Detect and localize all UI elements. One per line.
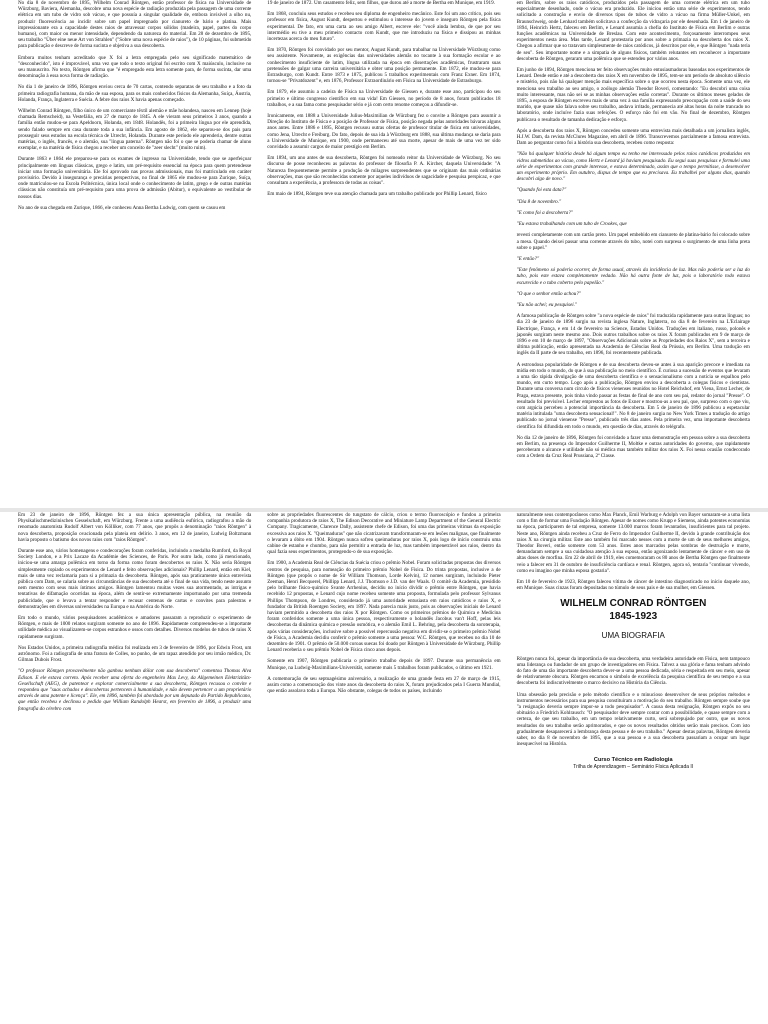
paragraph: Em 1868, concluiu seus estudos e recebeu seu diploma de engenheiro mecânico. Este foi um ano crítico, pois seu professor em física, August Kundt, despertou e estimulou o interesse do jovem e inseguro Röntgen pela física experimental. De fato, em uma carta ao seu amigo Albert, escreve ele: "você ainda lembra, de que por seu intermédio eu tive a meu primeiro contacto com Kundt, que me introduziu na física e dissipou as minhas incertezas acerca do meu futuro". bbox=[267, 11, 501, 43]
paragraph: "Eu não achei; eu pesquisei." bbox=[516, 301, 578, 308]
top-column-3 bbox=[509, 0, 758, 508]
paragraph: Em 1900, a Academia Real de Ciências da Suécia criou o prêmio Nobel. Foram solicitadas propostas dos diversos centros de pesquisa, para nomeação do primeiro prêmio Nobel de Física. Do trinta propostas, inclusive a de Röntgen (que propôs o nome de Sir William Thomson, Lorde Kelvin), 12 nomes surgiram, incluindo Pieter Zeeman, Henri Becquerel, Phillipp Lenard, J.J. Thomson e J.D. van der Waals. O comitê da Academia, presidido pelo brilhante físico-químico Svante Arrhenius, decidiu no início dividir o prêmio entre Röntgen, que havia recebido 12 propostas, e Lenard cujo nome recebeu somente uma proposta, formulada pelo professor Sylvanus Phillips Thompson, de Londres, considerado já uma autoridade entusiasta em raios catódicos e raios X, e fundador da British Roentgen Society, em 1897. Nada parecia mais justo, pois as observações iniciais de Lenard haviam permitido a descoberta dos raios X por Röntgen. Como os primeiros prêmios de Química e Medicina foram conferidos somente a uma única pessoa, respectivamente o holandês Jacobus van't Hoff, pelas leis descobertas da dinâmica química e pressão osmótica, e o alemão Emil L. Behring, pela descoberta da soroterapia, após várias considerações, inclusive sobre a possível repercussão negativa em dividir-se o primeiro prêmio Nobel de Física, a Academia decidiu conferir o prêmio somente a uma pessoa: W.C. Röntgen, que recebeu no dia 10 de dezembro de 1901. O prêmio de 50.000 coroas suecas foi doado por Röntgen à Universidade de Würzburg. Phillip Lenard receberia o seu prêmio Nobel de Física cinco anos depois. bbox=[267, 560, 501, 654]
paragraph: "E como foi a descoberta?" bbox=[516, 209, 573, 216]
book-title-line-1: WILHELM CONRAD RÖNTGEN bbox=[560, 598, 707, 610]
paragraph: Em 1879, ele assumiu a cadeira de Física na Universidade de Giessen e, durante esse ano, participou do seu primeiro e último congresso científico em sua vida! Em Giessen, no período de 8 anos, foram publicados 18 trabalhos, e a sua fama como pesquisador sério e já com certo renome começou a difundir-se. bbox=[267, 89, 501, 108]
paragraph: "E então?" bbox=[516, 255, 540, 262]
paragraph: 19 de janeiro de 1872. Um casamento feliz, sem filhos, que durou até a morte de Bertha em Munique, em 1919. bbox=[267, 0, 495, 6]
paragraph: Em maio de 1894, Röntgen teve sua atenção chamada para um trabalho publicado por Phillip Lenard, físico bbox=[267, 191, 487, 198]
bottom-column-3 bbox=[509, 512, 758, 1024]
credit-title: Curso Técnico em Radiologia bbox=[593, 757, 673, 764]
paragraph: No dia 1 de janeiro de 1896, Röntgen enviou cerca de 70 cartas, contendo separatas de seu trabalho e a foto da primeira radiografia humana, da mão de sua esposa, para os mais conhecidos físicos da Alemanha, Suíça, Áustria, Holanda, França, Inglaterra e Suécia. A febre dos raios X havia apenas começado. bbox=[18, 84, 252, 103]
paragraph: Durante 1863 e 1864 ele preparou-se para os exames de ingresso na Universidade, tendo que se aperfeiçoar principalmente em línguas clássicas, grego e latim, um pré-requisito essencial na época para quem pretendesse iniciar uma formação universitária. Ele foi aprovado nas provas admissionais, mas foi matriculado em caráter provisório. Devido à insegurança e precárias perspectivas, no final de 1865 ele mudou-se para Zurique, Suíça, onde matriculou-se na Escola Politécnica, única local onde o conhecimento de latim, grego e de outras matérias clássicas não constituía um pré-requisito para uma prova de admissão (Abitur), o equivalente ao vestibular de nossos dias. bbox=[18, 156, 252, 200]
bottom-column-1 bbox=[10, 512, 259, 1024]
paragraph: "O que o senhor então achou?" bbox=[516, 290, 581, 297]
paragraph: "Não há qualquer história desde há algum tempo eu tenho me interessado pelos raios catódicos produzidos em vidros submetidos ao vácuo, como Hertz e Lenard já haviam pesquisado. Eu segui suas pesquisas e formulei uma série de experimentos com grande interesse, e estava determinado, assim que o tempo permitisse, a desenvolver um experimento próprio. Em outubro, dispus de tempo que eu precisava. Eu trabalhei por alguns dias, quando descobri algo de novo." bbox=[516, 151, 750, 183]
paragraph: Em 1870, Röntgen foi convidado por seu mentor, August Kundt, para trabalhar na Universidade Würzburg como seu assistente. Novamente, as exigências das universidades alemãs no tocante à sua formação escolar e ao conhecimento insuficiente de latim, língua utilizada na época em dissertações acadêmicas, frustraram suas pretensões de galgar uma carreira universitária e obter uma posição permanente. Em 1872, ele mudou-se para Estrasburgo, com Kundt. Entre 1873 e 1875, publicou 5 trabalhos experimentais com Franz Exner. Em 1874, tornou-se "Privatdozent" e, em 1876, Professor Extraordinário em Física na Universidade de Estrasburgo. bbox=[267, 47, 501, 85]
paragraph: "Este fenômeno só poderia ocorrer, de forma usual, através da incidência de luz. Mas não poderia ser a luz do tubo, pois este estava completamente vedado. Não há outra fonte de luz, pois o laboratório todo estava escurecido e o tubo coberto pelo papelão." bbox=[516, 267, 750, 286]
top-column-1 bbox=[10, 0, 259, 508]
paragraph: Somente em 1907, Röntgen publicaria o primeiro trabalho depois de 1897. Durante sua permanência em Munique, na Ludwig-Maximilians-Universität, somente mais 5 trabalhos foram publicados, o último em 1921. bbox=[267, 658, 501, 671]
paragraph: A estrondosa popularidade de Röntgen e de sua descoberta deveu-se antes à sua aparição precoce e imediata na mídia em todo o mundo, do que à sua publicação no meio científico. É curiosa a sucessão de eventos que levaram a uma tão rápida divulgação de uma descoberta científica e o sensacionalismo com a notícia se espalhou pelo mundo, em curto tempo. Logo após a publicação, Röntgen enviou a descoberta a colegas físicos e cientistas. Durante uma conversa num círculo de físicos vienenses reunidos no Hotel Reichshof, em Viena, Ernst Lecher, de Praga, estava presente, pois tinha vindo passar as festas de final de ano com seu pai, redator do jornal "Presse". O resultado foi previsível. Lecher emprestou as fotos de Exner e mostrou-as a seu pai, que, surpreso com o que viu, com argúcia percebeu a potencial importância da descoberta. Em 5 de janeiro de 1896 publicou a espetacular matéria intitulada "uma descoberta sensacional!". No 8 de janeiro surgia no New York Times a tradução do artigo publicado no jornal vienense "Presse", publicado três dias antes. Pela primeira vez, uma importante descoberta científica foi difundida em todo o mundo, em questão de dias, através do telégrafo. bbox=[516, 361, 750, 430]
paragraph: Em 23 de janeiro de 1896, Röntgen fez a sua única apresentação pública, na reunião da Physikalischmedizinischen Gesselschaft, em Würzburg. Frente a uma audiência eufórica, radiografou a mão do renomado anatomista Rudolf Albert von Kölliker, com 77 anos, que propôs a denominação "raios Röntgen" à nova descoberta, proposição ovacionada pela plateia em delírio. 3 anos, em 12 de janeiro, Ludwig Boltzmann havia proposto o batismo dos novos raios com "raios Röntgen". bbox=[18, 512, 252, 543]
paragraph: A famosa publicação de Röntgen sobre "a nova espécie de raios" foi traduzida rapidamente para outras línguas; no dia 23 de janeiro de 1896 surgiu na revista inglesa Nature, Inglaterra, no dia 8 de fevereiro na L'Eclairage Electrique, França, e em 14 de fevereiro na Science, Estados Unidos. Traduções em italiano, russo, polonês e japonês surgiram neste mesmo ano. Dois outros trabalhos sobre os raios X foram publicados em 9 de março de 1896 e em 10 de março de 1897, "Observações Adicionais sobre as Propriedades dos Raios X", sem a terceira e última publicação, então apresentada na Academia de Ciências Real da Prússia, em Berlim. Uma tradução em inglês da II parte de seu trabalho, em 1896, foi recentemente publicada. bbox=[516, 313, 750, 357]
paragraph: Durante esse ano, vários homenagens e condecorações foram conferidas, incluindo a medalha Rumford, da Royal Society London, e a Prix Lacaze da Académie des Sciences, de Paris. Por outro lado, como já mencionado, iniciou-se uma amarga polêmica em torno da forma como foram descobertos os raios X. Não seria Röntgen simplesmente copiado os experimentos de Lenard e feito observações adicionais? Phillip Lenard, então em Kiel, mais de uma vez reclamaria para si a primazia da descoberta. Röntgen, após sua praticamente única entrevista pública com Dam, se calaria sobre as circunstâncias de sua descoberta até o final de sua vida, tendo neste assunto nem mesmo com seus mais íntimos amigos. Röntgen lamentou muitas vezes sua atormentado, as intrigas e tentativas de difamação ocorridas na época, além de sentir-se extremamente importunado por uma tremenda publicidade, que o levava a tentar responder e recusar centenas de cartas e convites para palestras e demonstrações em diversas universidades na Europa e na América do Norte. bbox=[18, 548, 252, 610]
page-top-half bbox=[0, 0, 768, 508]
paragraph: "Eu estava trabalhando com um tubo de Crookes, que bbox=[516, 221, 627, 228]
paragraph: sobre as propriedades fluorescentes do tungstato de cálcio, criou o termo fluoroscópio e fundou a primeira companhia produtora de raios X, The Edison Decorative and Miniature Lamp Department of the General Electric Company. Tragicamente, Clarence Dally, assistente chefe de Edison, foi uma das primeiras vítimas da exposição excessiva aos raios X. "Queimaduras" que não cicatrizavam transformaram-se em lesões malignas, que finalmente o levaram a óbito em 1904. Röntgen nunca sofreu queimaduras por raios X, pois logo de início construiu uma cabine de estanho e chumbo, para não permitir a entrada de luz, mas também impenetrável aos raios, dentro da qual fazia seus experimentos, protegendo-o de sua exposição. bbox=[267, 512, 501, 556]
paragraph: Em 1894, um ano antes de sua descoberta, Röntgen foi nomeado reitor da Universidade de Würzburg. No seu discurso de posse reconheceu as palavras do professor de filosofia P. A. Kircher, daquela Universidade: "A Natureza frequentemente permite a produção de milagres surpreendentes que se originam das mais ordinárias observações, mas que são reconhecidas somente por aqueles indivíduos de sagacidade e pesquisa perspicaz, e que consultam a experiência, a professora de todas as coisas". bbox=[267, 155, 501, 187]
top-column-2 bbox=[259, 0, 508, 508]
paragraph: naturalmente seus contemporâneos como Max Planck, Emil Warburg e Adolph von Bayer somaram-se a uma lista com o fim de formar uma Fundação Röntgen. Apesar de nomes como Krupp e Siemens, ainda potentes economias na época, participarem de tal empresa, somente 13.000 marcos foram levantados, insuficientes para tal projeto. Neste ano, Röntgen ainda recebeu a Cruz de Ferro do Imperador Guilherme II, devido à grande contribuição dos raios X na cirurgia militar. Este ano também foi marcado nesses com a morte de um de seus melhores amigos, Theodor Boveri, então somente com 53 anos. Estes anos marcados pelas sombras de destruição e morte, demandaram sempre a sua cuidadosa atenção à sua esposa, então agonizando lentamente de câncer e em uso de altas doses de morfina. Em 22 de abril de 1919, eles comemoraram os 80 anos de Bertha Röntgen que finalmente veio a falecer em 31 de outubro de insuficiência cardíaca e renal. Röntgen, agora só, tentaria "continuar vivendo, como eu imagino que minha esposa gostaria". bbox=[516, 512, 750, 574]
paragraph: "O professor Röntgen provavelmente não ganhou nenhum dólar com sua descoberta" comentou Thomas Alva Edison. E ele estava correto. Após receber uma oferta do engenheiro Max Levy, da Allgemeinen Elektrizitäts-Gesellschaft (AEG), de patentear e explorar comercialmente a sua descoberta, Röntgen recusou o convite e respondeu que "suas achados e descobertas pertencem à humanidade, e não devem pertencer a um proprietário através de uma patente e licença". Ele, em 1896, também foi abordado por um deputado do Partido Republicano, que então recebeu e declinou o pedido que William Randolph Hearst, em fevereiro de 1896, a produzir uma fotografia do cérebro com bbox=[18, 668, 252, 712]
paragraph: No dia 8 de novembro de 1895, Wilhelm Conrad Röntgen, então professor de física na Universidade de Würzburg, Baviera, Alemanha, descobre uma nova espécie de radiação produzida pela passagem de uma corrente elétrica em um tubo de vidro sob vácuo, e que possuía a singular qualidade de, embora invisível a olho nu, produzir fluorescência ao incidir sobre um papel impregnado por cianureto de bário e platina. Mais impressionante era a capacidade destes raios de atravessar corpos sólidos (madeira, papel, partes do corpo humano), com maior ou menor intensidade, dependendo da natureza do material. Em 28 de dezembro de 1895, seu trabalho "Über eine neue Art von Strahlen" ("Sobre uma nova espécie de raios"), de 10 páginas, foi submetido para publicação e descreve de forma sucinta e objetiva a sua descoberta. bbox=[18, 0, 252, 50]
paragraph: No dia 12 de janeiro de 1896, Röntgen foi convidado a fazer uma demonstração em pessoa sobre a sua descoberta em Berlim, na presença do Imperador Guilherme II, Moltke e outras autoridades do governo, que rapidamente perceberam o alcance e utilidade não só médica mas também militar dos raios X. Foi nessa ocasião condecorado com a Ordem da Cruz Real Prussiana, 2ª Classe. bbox=[516, 434, 750, 460]
paragraph: em Berlim, sobre os raios catódicos, produzidos pela passagem de uma corrente elétrica em um tubo especialmente desenhado, onde o vácuo era produzido. Ele iniciou então uma série de experimentos, tendo solicitado a construção e envio de diversos tipos de tubos de vidro a vácuo na firma Müller-Unkel, em Braunschweig, onde Lenhard também solicitava a confecção da vidraçaria por ele desenhada. Em 1 de janeiro de 1894, Heinrich Hertz, faleceu em Berlim, e Lenard assumia a chefia do Instituto de Física em Berlim e outras funções acadêmicas na Universidade de Breslau. Com este acontecimento, forçosamente interrompeu seus experimentos nesta área. Mas tarde, Lenard protestaria por anos sobre a primazia na descoberta dos raios X. Chegou a afirmar que so tratavam simplesmente de raios catódicos, já descritos por ele, e que Röntgen "nada teria de seu". Seu importante nome e a simpatia de alguns físicos, também relutantes em reconhecer a importante descoberta de Röntgen, geraram uma polêmica que se estendeu por vários anos. bbox=[516, 0, 750, 62]
paragraph: Em todo o mundo, vários pesquisadores acadêmicos e amadores passaram a reproduzir o experimento de Röntgen, e mais de 1000 relatos surgiram somente no ano de 1896. Rapidamente compreendeu-se a importante utilidade médica ao visualizarem-se corpos estranhos e ossos com detalhes. Diversos modelos de tubos de raios X rapidamente surgiram. bbox=[18, 615, 252, 640]
paragraph: No ano de sua chegada em Zurique, 1866, ele conheceu Anna Bertha Ludwig, com quem se casou em bbox=[18, 204, 226, 211]
paragraph: "Quando foi esta data?" bbox=[516, 187, 567, 194]
paragraph: Após a descoberta dos raios X, Röntgen concedeu somente uma entrevista mais detalhada a um jornalista inglês, H.J.W. Dam, da revista McClures Magazine, em abril de 1896. Transcrevemos parcialmente a famosa entrevista. Dam ao perguntar como foi a história sua descoberta, recebeu como resposta: bbox=[516, 127, 750, 147]
book-subtitle: UMA BIOGRAFIA bbox=[601, 631, 665, 641]
bottom-column-2 bbox=[259, 512, 508, 1024]
paragraph: Em junho de 1894, Röntgen menciona ter feito observações muito entusiasmadoras baseadas nos experimentos de Lenard. Desde então e até a descoberta dos raios X em novembro de 1895, tem-se um período de absoluto silêncio e mistério, pois não há qualquer menção mais específica sobre o que ocorreu nesta época. Somente uma vez, ele menciona seu trabalho ao seu amigo, o zoólogo alemão Theodor Boveri, comentando: "Eu descobri uma coisa muito interessante, mas não sei se as minhas observações estão corretas". Durante os últimos meses gelados de 1895, a esposa de Röntgen escreveu mais de uma vez à sua família expressando preocupação com a saúde do seu marido, que quase não falava sobre seu trabalho, andava irritado, permanecia até altas horas da noite trancado no laboratório, onde incluíve fazia suas refeições. O esforço não foi em vão. No final de dezembro, Röntgen publicava o resultado de tamanha dedicação e esforço. bbox=[516, 67, 750, 123]
paragraph: Embora muitos tenham acreditado que X foi a letra empregada pelo seu significado matemático de "desconhecido", isto é improvável, uma vez que todo o texto original foi escrito com X maiúsculo, inclusive no seu manuscrito. No texto, Röntgen afirma que "é empregado esta letra somente para, de forma sucinta, dar uma denominação à essa nova forma de radiação. bbox=[18, 54, 252, 80]
paragraph: Ironicamente, em 1888 a Universidade Julius-Maximilian de Würzburg fez o convite a Röntgen para assumir a Direção do Instituto de Física e a posição de Professor de Física, posição negada pelas autoridades bávaras alguns anos antes. Entre 1886 e 1895, Röntgen recusou outras ofertas de professor titular de física em universidades, como Jena, Utrecht e Freiburg. Do fato, depois de sua ida à Würzburg em 1888, sua última mudança se daria para a Universidade de Munique, em 1900, onde permaneceu até sua morte, apesar de mais de uma vez ter sido convidado a assumir cargos de maior prestígio em Berlim. bbox=[267, 113, 501, 151]
paragraph: Röntgen nunca foi, apesar da importância de sua descoberta, uma verdadeira autoridade em Física, nem tampouco uma liderança ou fundador de um grupo de investigadores em Física. Talvez a sua glória e fama tenham advindo do fato de uma tão importante descoberta dever-se a uma pessoa dedicada, séria e respeitada em seu meio, apesar de relativamente obscura. Röntgen encarnou o símbolo de excelência da pesquisa científica de seu tempo e a sua descoberta foi indiscutivelmente o marco decisivo na História da Ciência. bbox=[516, 655, 750, 687]
paragraph: revesti completamente com um cartão preto. Um papel embebido em cianureto de platina-bário foi colocado sobre a mesa. Quando deixei passar uma corrente através do tubo, notei com surpresa o surgimento de uma linha preta sobre o papel." bbox=[516, 232, 750, 251]
paragraph: Em 10 de fevereiro de 1923, Röntgen faleceu vítima de câncer de intestino diagnosticado no início daquele ano, em Munique. Suas cinzas foram depositadas no túmulo de seus pais e de sua mulher, em Giessen. bbox=[516, 579, 750, 592]
paragraph: A comemoração de seu septuagésimo aniversário, a realização de uma grande festa em 27 de março de 1915, assim como a comemoração dos vinte anos da descoberta do raios X, foram prejudicados pela I Guerra Mundial, que então assolava toda a Europa. Não obstante, colegas de todos os países, incluindo bbox=[267, 675, 501, 695]
paragraph: Nos Estados Unidos, a primeira radiografia médica foi realizada em 3 de fevereiro de 1896, por Edwin Frost, um astrônomo. Foi a radiografia de uma fratura de Colles, no punho, de um rapaz atendido por seu irmão médico, Dr. Gilman Dubois Frost. bbox=[18, 644, 252, 664]
book-title-line-2: 1845-1923 bbox=[609, 611, 658, 623]
paragraph: Wilhelm Conrad Röntgen, filho único de um comerciante têxtil alemão e mãe holandesa, nasceu em Lennep (hoje chamada Remscheid), na Vestefália, em 27 de março de 1845. A ele vieram seus primeiros 3 anos, quando a família então mudou-se para Apeldoorn, Holanda, em 1848. Holandês, foi a primeira língua por ele aprendida, sendo falado sempre em casa durante toda a sua infância. Em agosto de 1862, ele separou-se dos pais para prosseguir seus estudos na escola técnica de Utrecht, Holanda. Durante este período ele aprenderia, dentre outras matérias, o inglês, francês, e o alemão, sua "língua paterna". Röntgen não foi o que se poderia chamar de aluno exemplar, e na matéria de física chegou a receber um conceito de "zeer slecht" (muito ruim). bbox=[18, 108, 252, 152]
paragraph: "Dia 8 de novembro." bbox=[516, 198, 562, 205]
paragraph: Uma obsessão pela precisão e pelo método científico e o minucioso desenvolver de seus próprios métodos e instrumentos necessários para sua pesquisa constituíram a motivação do seu trabalho. Röntgen sempre soube que "a resignação deveria sempre impor-se a todo pesquisador". A causa desta resignação, Röntgen expôs no seu obituário a Friedrich Kohlrausch: "O pesquisador deve sempre contar com a possibilidade, e quase sempre com a certeza, de que seu trabalho, em um tempo relativamente curto, será sobrepujado por outro, que os novos resultados do seu trabalho serão aprimorados, e que os novos resultados obtidos serão mais precisos. Com isto gradualmente desaparecerá a lembrança desta pessoa e de seu trabalho." Apesar destas palavras, Röntgen deveria saber, no dia 8 de novembro de 1895, que a sua pessoa e a sua descoberta passariam a ocupar um lugar inesquecível na História. bbox=[516, 691, 750, 748]
page-bottom-half bbox=[0, 512, 768, 1024]
credit-line: Trilha de Aprendizagem – Seminário Física Aplicada II bbox=[573, 763, 694, 770]
book-title bbox=[517, 597, 750, 623]
